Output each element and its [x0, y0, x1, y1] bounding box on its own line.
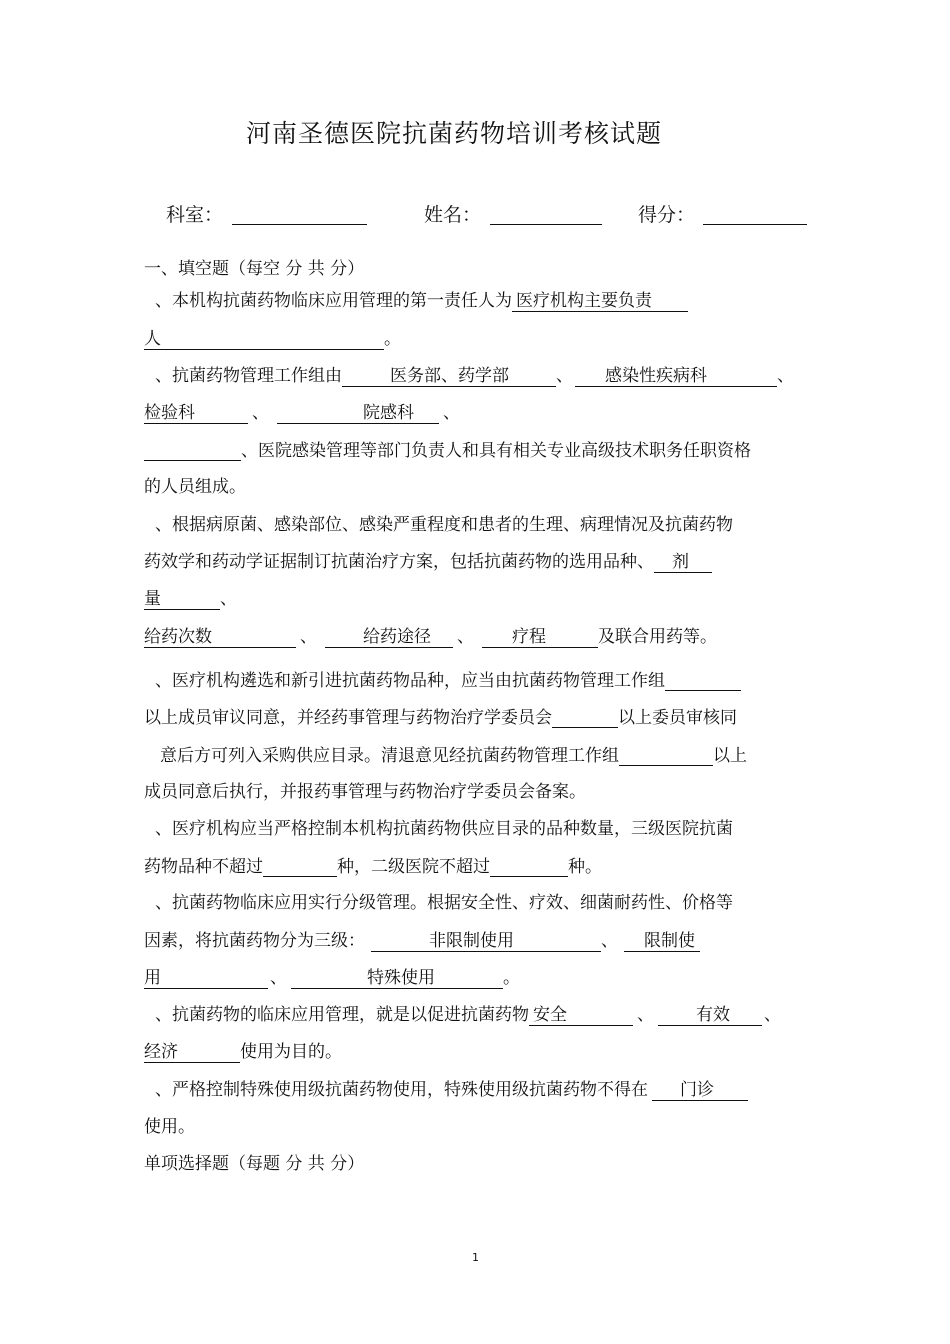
q3-answer-1a: 剂 [654, 552, 712, 573]
q6-answer-2b: 用 [144, 968, 268, 989]
q5-line1: 、医疗机构应当严格控制本机构抗菌药物供应目录的品种数量，三级医院抗菌 [155, 819, 733, 839]
q4-line3: 意后方可列入采购供应目录。清退意见经抗菌药物管理工作组 以上 [160, 746, 747, 766]
section2-heading: 单项选择题（每题 分 共 分） [144, 1154, 365, 1174]
q4-blank-3[interactable] [619, 745, 713, 766]
q6-line3: 用 、 特殊使用 。 [144, 968, 520, 988]
q7-answer-2: 有效 [658, 1005, 762, 1026]
q3-line1: 、根据病原菌、感染部位、感染严重程度和患者的生理、病理情况及抗菌药物 [155, 515, 733, 535]
q4-line2: 以上成员审议同意，并经药事管理与药物治疗学委员会 以上委员审核同 [144, 708, 737, 728]
q2-line1: 、抗菌药物管理工作组由 医务部、药学部 、 感染性疾病科 、 [155, 366, 794, 386]
q3-answer-3: 给药途径 [325, 627, 453, 648]
q3-line4: 给药次数 、 给药途径 、 疗程 及联合用药等。 [144, 627, 717, 647]
q7-line2: 经济 使用为目的。 [144, 1042, 342, 1062]
q2-line4: 的人员组成。 [144, 477, 246, 497]
q1-answer-a: 医疗机构主要负责 [512, 291, 688, 312]
q7-line1: 、抗菌药物的临床应用管理，就是以促进抗菌药物 安全 、 有效 、 [155, 1005, 781, 1025]
q6-line1: 、抗菌药物临床应用实行分级管理。根据安全性、疗效、细菌耐药性、价格等 [155, 893, 733, 913]
department-label: 科室： [166, 204, 224, 226]
q2-answer-3: 检验科 [144, 403, 248, 424]
q3-line3: 量 、 [144, 589, 237, 609]
q5-line2: 药物品种不超过 种，二级医院不超过 种。 [144, 857, 602, 877]
department-field[interactable] [232, 224, 367, 225]
q6-line2: 因素，将抗菌药物分为三级： 非限制使用 、 限制使 [144, 931, 700, 952]
q1-line1 [155, 291, 688, 312]
q1-answer-b: 人 [144, 329, 384, 350]
q5-blank-2[interactable] [490, 856, 568, 877]
q2-blank[interactable] [144, 440, 241, 461]
q1-prefix: 、本机构抗菌药物临床应用管理的第一责任人为 [155, 291, 512, 311]
q3-answer-2: 给药次数 [144, 627, 296, 648]
name-label: 姓名： [424, 204, 482, 226]
q2-answer-1: 医务部、药学部 [342, 366, 556, 387]
q4-line1: 、医疗机构遴选和新引进抗菌药物品种，应当由抗菌药物管理工作组 [155, 670, 741, 691]
q4-blank-2[interactable] [552, 707, 618, 728]
page-number: 1 [472, 1251, 479, 1264]
section1-heading: 一、填空题（每空 分 共 分） [144, 259, 365, 279]
q8-answer-1: 门诊 [652, 1080, 748, 1101]
q2-answer-2: 感染性疾病科 [575, 366, 777, 387]
q4-blank-1[interactable] [665, 670, 741, 691]
q2-line2: 检验科 、 院感科 、 [144, 403, 460, 423]
q2-prefix: 、抗菌药物管理工作组由 [155, 366, 342, 386]
page-title: 河南圣德医院抗菌药物培训考核试题 [246, 119, 663, 148]
q8-line1: 、严格控制特殊使用级抗菌药物使用，特殊使用级抗菌药物不得在 门诊 [155, 1080, 748, 1101]
q3-line2: 药效学和药动学证据制订抗菌治疗方案，包括抗菌药物的选用品种、 剂 [144, 552, 712, 573]
q3-answer-1b: 量 [144, 589, 220, 610]
q2-line3: 、医院感染管理等部门负责人和具有相关专业高级技术职务任职资格 [144, 440, 751, 461]
q6-answer-1: 非限制使用 [371, 931, 601, 952]
q6-answer-3: 特殊使用 [291, 968, 503, 989]
q3-answer-4: 疗程 [482, 627, 598, 648]
q5-blank-1[interactable] [263, 856, 337, 877]
q8-line2: 使用。 [144, 1117, 195, 1137]
q7-answer-3: 经济 [144, 1042, 240, 1063]
score-field[interactable] [703, 224, 807, 225]
q1-line2 [144, 329, 401, 350]
name-field[interactable] [490, 224, 602, 225]
q7-answer-1: 安全 [529, 1005, 633, 1026]
q4-line4: 成员同意后执行，并报药事管理与药物治疗学委员会备案。 [144, 782, 586, 802]
q1-suffix: 。 [384, 329, 401, 349]
score-label: 得分： [638, 204, 696, 226]
q6-answer-2a: 限制使 [624, 931, 700, 952]
q2-answer-4: 院感科 [277, 403, 439, 424]
